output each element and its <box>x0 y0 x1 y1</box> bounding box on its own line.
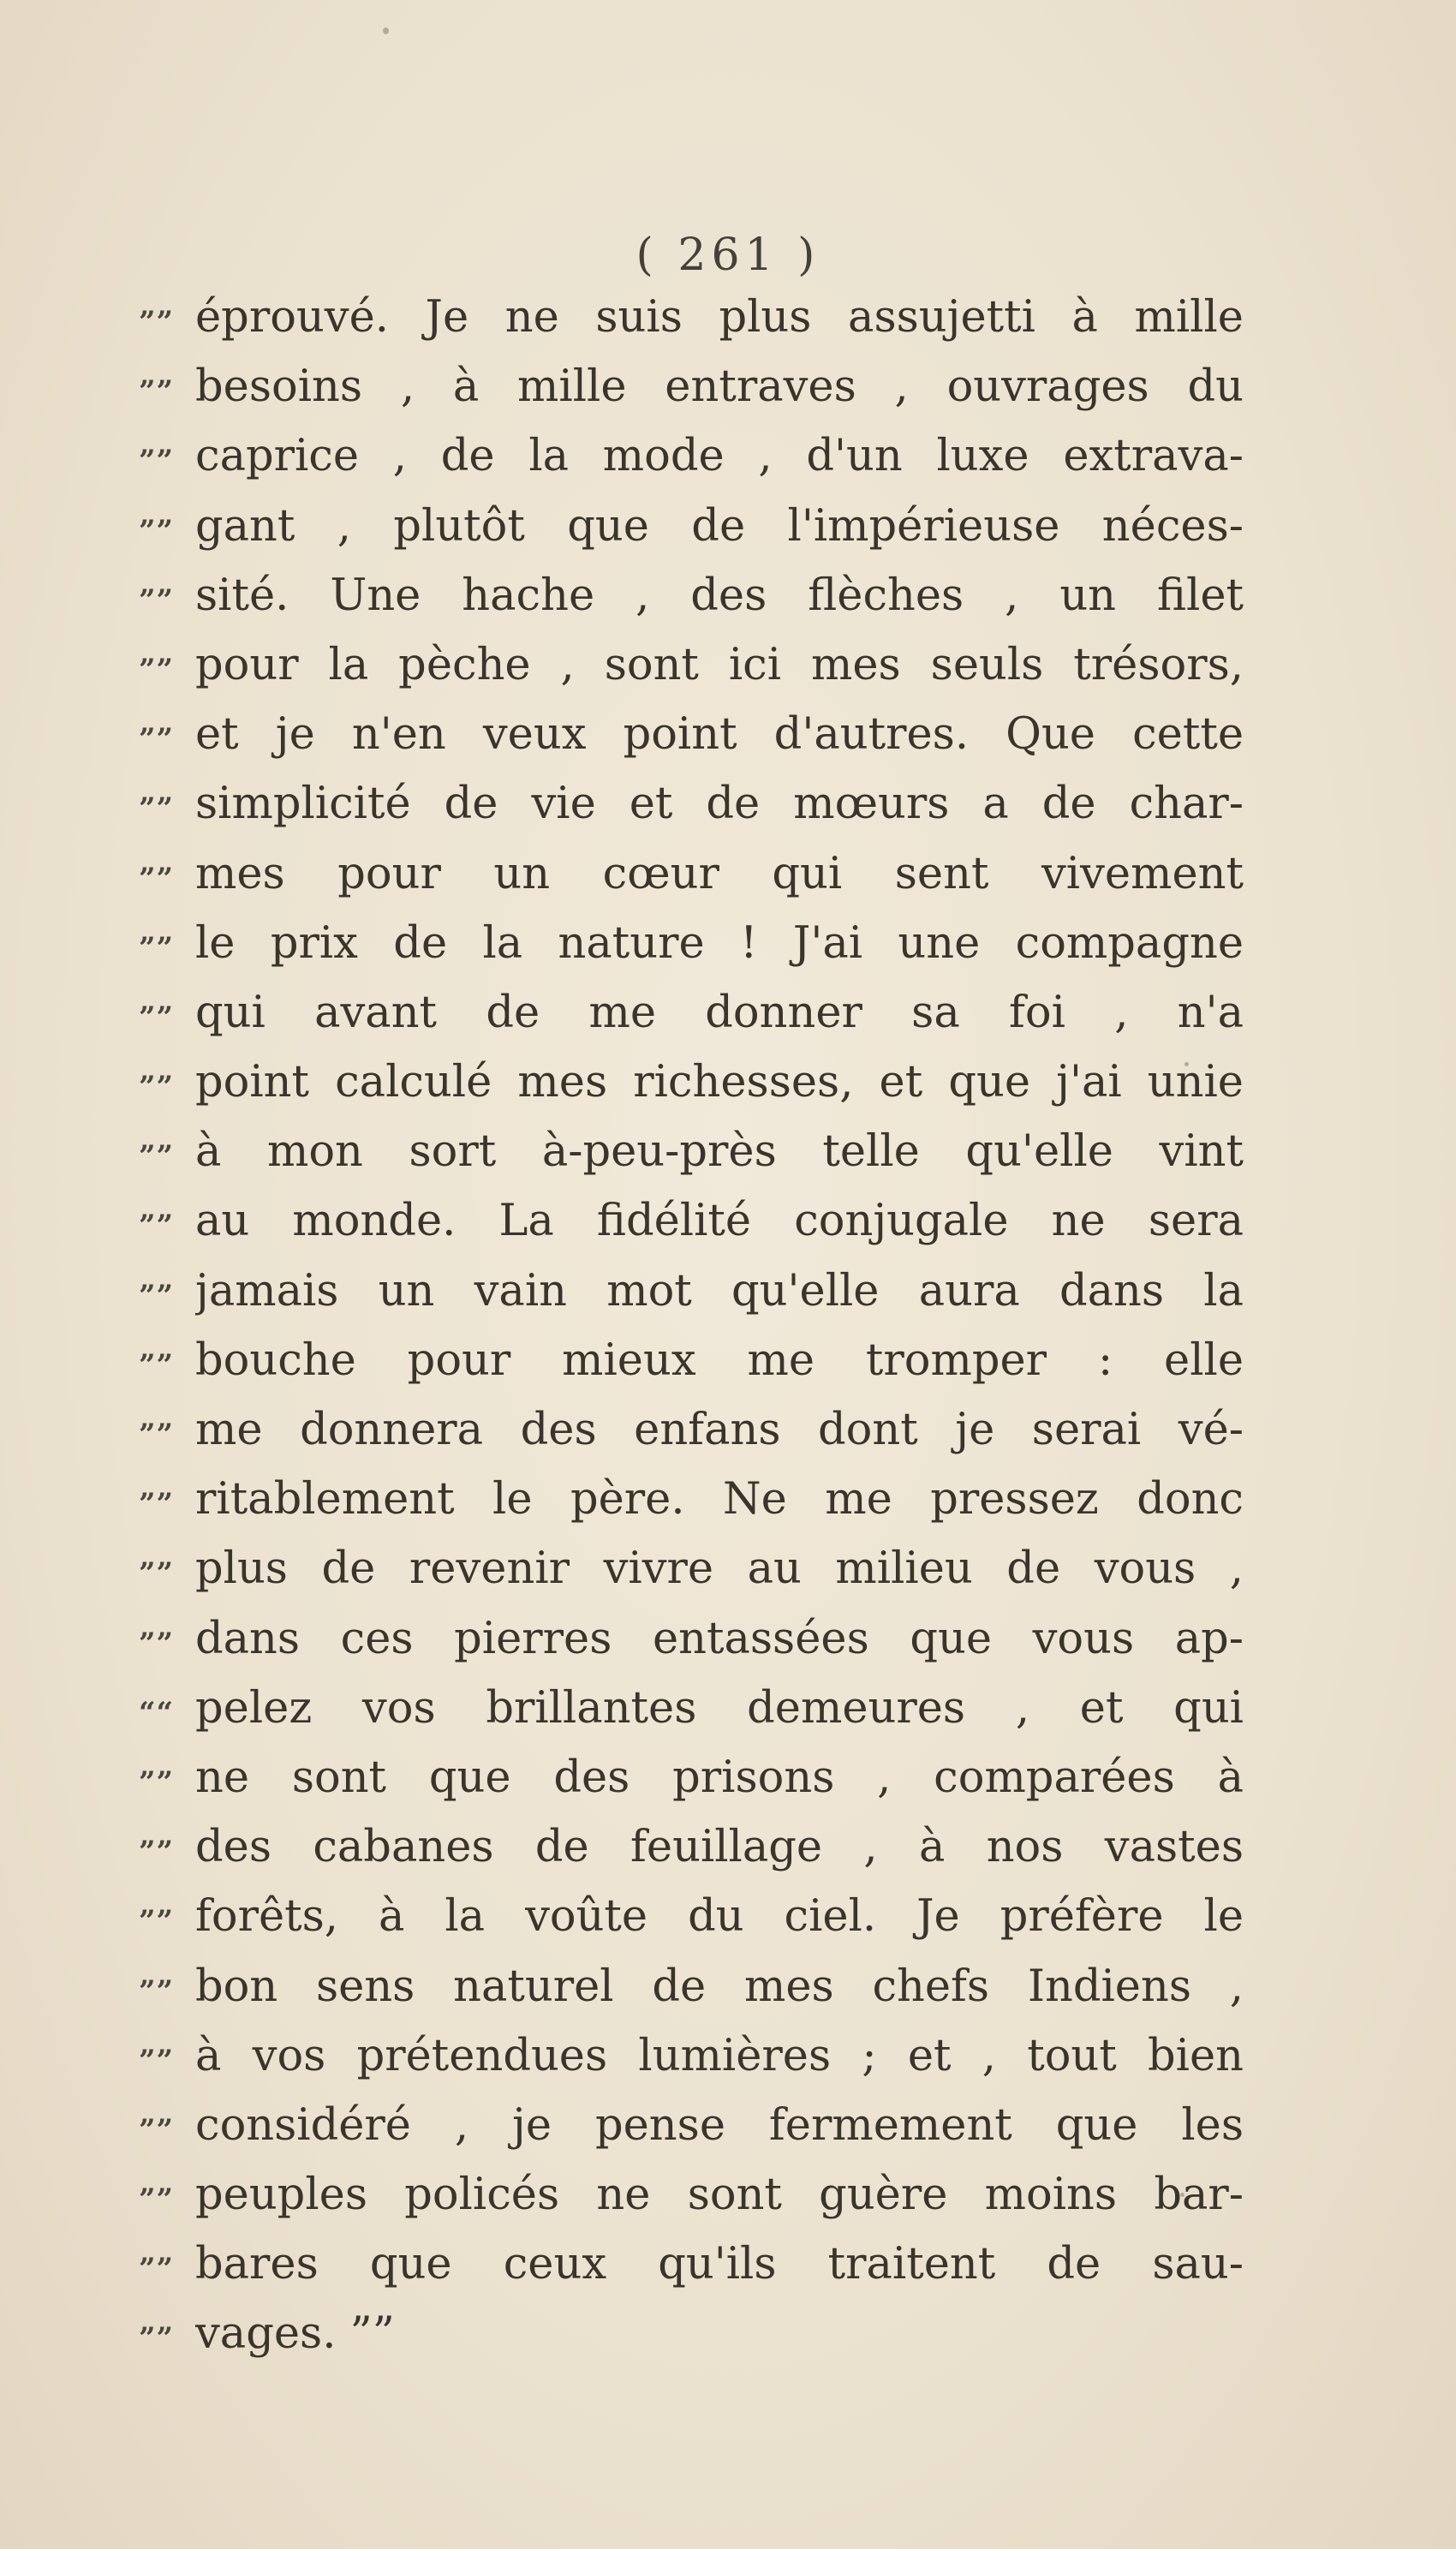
line-text: bouche pour mieux me tromper : elle <box>195 1334 1244 1386</box>
quote-mark: ”” <box>139 1209 175 1244</box>
text-line <box>139 1048 1244 1117</box>
quote-mark: ”” <box>139 513 175 548</box>
text-line <box>139 1465 1244 1534</box>
line-text: le prix de la nature ! J'ai une compagne <box>195 917 1244 969</box>
line-text: simplicité de vie et de mœurs a de char- <box>195 779 1244 830</box>
line-text: ritablement le père. Ne me pressez donc <box>195 1474 1244 1525</box>
text-line <box>139 352 1244 421</box>
quote-mark: ”” <box>139 1973 175 2009</box>
text-line <box>139 1186 1244 1256</box>
text-line <box>139 1534 1244 1603</box>
text-line <box>139 630 1244 700</box>
line-text: mes pour un cœur qui sent vivement <box>195 848 1244 899</box>
text-line <box>139 1326 1244 1395</box>
quote-mark: ”” <box>139 1139 175 1174</box>
text-line <box>139 1882 1244 1951</box>
line-text: dans ces pierres entassées que vous ap- <box>195 1613 1244 1664</box>
quote-mark: ”” <box>139 305 175 339</box>
line-text: point calculé mes richesses, et que j'ai unie <box>195 1057 1244 1108</box>
line-text: jamais un vain mot qu'elle aura dans la <box>195 1265 1244 1316</box>
line-text: caprice , de la mode , d'un luxe extrava- <box>195 431 1244 482</box>
text-line <box>139 1604 1244 1674</box>
quote-mark: ”” <box>139 930 175 965</box>
text-line <box>139 2091 1244 2160</box>
quote-mark: ”” <box>139 1278 175 1313</box>
quote-mark: ”” <box>139 1347 175 1382</box>
text-line <box>139 492 1244 561</box>
quote-mark: ”” <box>139 582 175 618</box>
text-line <box>139 1952 1244 2021</box>
quote-mark: ”” <box>139 1626 175 1661</box>
text-line <box>139 769 1244 839</box>
line-text: à vos prétendues lumières ; et , tout bien <box>195 2030 1244 2081</box>
text-line <box>139 839 1244 909</box>
quote-mark: ”” <box>139 1418 175 1452</box>
quote-mark: ”” <box>139 2112 175 2147</box>
text-line <box>139 2230 1244 2299</box>
line-text: vages. ”” <box>195 2308 395 2360</box>
text-line <box>139 2160 1244 2230</box>
quote-mark: ”” <box>139 2182 175 2218</box>
quote-mark: ”” <box>139 374 175 409</box>
quote-mark: ”” <box>139 2043 175 2078</box>
quote-mark: ”” <box>139 2252 175 2287</box>
text-line <box>139 1674 1244 1743</box>
quote-mark: ”” <box>139 1764 175 1800</box>
line-text: pour la pèche , sont ici mes seuls trésors, <box>195 639 1244 690</box>
quote-mark: ”” <box>139 444 175 479</box>
body-text <box>139 283 1244 2369</box>
text-line <box>139 1117 1244 1186</box>
line-text: forêts, à la voûte du ciel. Je préfère le <box>195 1891 1244 1943</box>
quote-mark: ”” <box>139 1904 175 1939</box>
line-text: des cabanes de feuillage , à nos vastes <box>195 1822 1244 1873</box>
text-line <box>139 1743 1244 1812</box>
line-text: qui avant de me donner sa foi , n'a <box>195 987 1244 1038</box>
text-line <box>139 283 1244 352</box>
quote-mark: ”” <box>139 1556 175 1591</box>
text-line <box>139 2299 1244 2368</box>
line-text: à mon sort à-peu-près telle qu'elle vint <box>195 1126 1244 1178</box>
quote-mark: ”” <box>139 1000 175 1035</box>
paper-speck <box>383 27 389 34</box>
page-number: ( 261 ) <box>636 230 820 281</box>
line-text: bon sens naturel de mes chefs Indiens , <box>195 1961 1244 2012</box>
line-text: plus de revenir vivre au milieu de vous , <box>195 1543 1244 1595</box>
text-line <box>139 978 1244 1048</box>
text-line <box>139 909 1244 978</box>
line-text: ne sont que des prisons , comparées à <box>195 1752 1244 1803</box>
quote-mark: ”” <box>139 2321 175 2356</box>
quote-mark: ”” <box>139 722 175 757</box>
text-line <box>139 700 1244 769</box>
line-text: au monde. La fidélité conjugale ne sera <box>195 1196 1244 1247</box>
quote-mark: ”” <box>139 791 175 827</box>
line-text: peuples policés ne sont guère moins bar- <box>195 2170 1244 2221</box>
text-line <box>139 1395 1244 1465</box>
line-text: pelez vos brillantes demeures , et qui <box>195 1682 1244 1734</box>
quote-mark: ”” <box>139 1487 175 1522</box>
text-line <box>139 561 1244 630</box>
line-text: besoins , à mille entraves , ouvrages du <box>195 361 1244 413</box>
quote-mark: ”” <box>139 652 175 687</box>
quote-mark: ”” <box>139 861 175 896</box>
line-text: bares que ceux qu'ils traitent de sau- <box>195 2239 1244 2290</box>
quote-mark: ”” <box>139 1835 175 1870</box>
quote-mark: ”” <box>139 1070 175 1105</box>
text-line <box>139 421 1244 491</box>
line-text: me donnera des enfans dont je serai vé- <box>195 1405 1244 1455</box>
text-line <box>139 1257 1244 1326</box>
line-text: et je n'en veux point d'autres. Que cette <box>195 709 1244 761</box>
quote-mark: ““ <box>139 1695 175 1730</box>
text-line <box>139 1812 1244 1882</box>
text-line <box>139 2021 1244 2091</box>
line-text: éprouvé. Je ne suis plus assujetti à mille <box>195 292 1244 343</box>
line-text: sité. Une hache , des flèches , un filet <box>195 570 1244 621</box>
line-text: gant , plutôt que de l'impérieuse néces- <box>195 500 1244 552</box>
line-text: considéré , je pense fermement que les <box>195 2099 1244 2151</box>
